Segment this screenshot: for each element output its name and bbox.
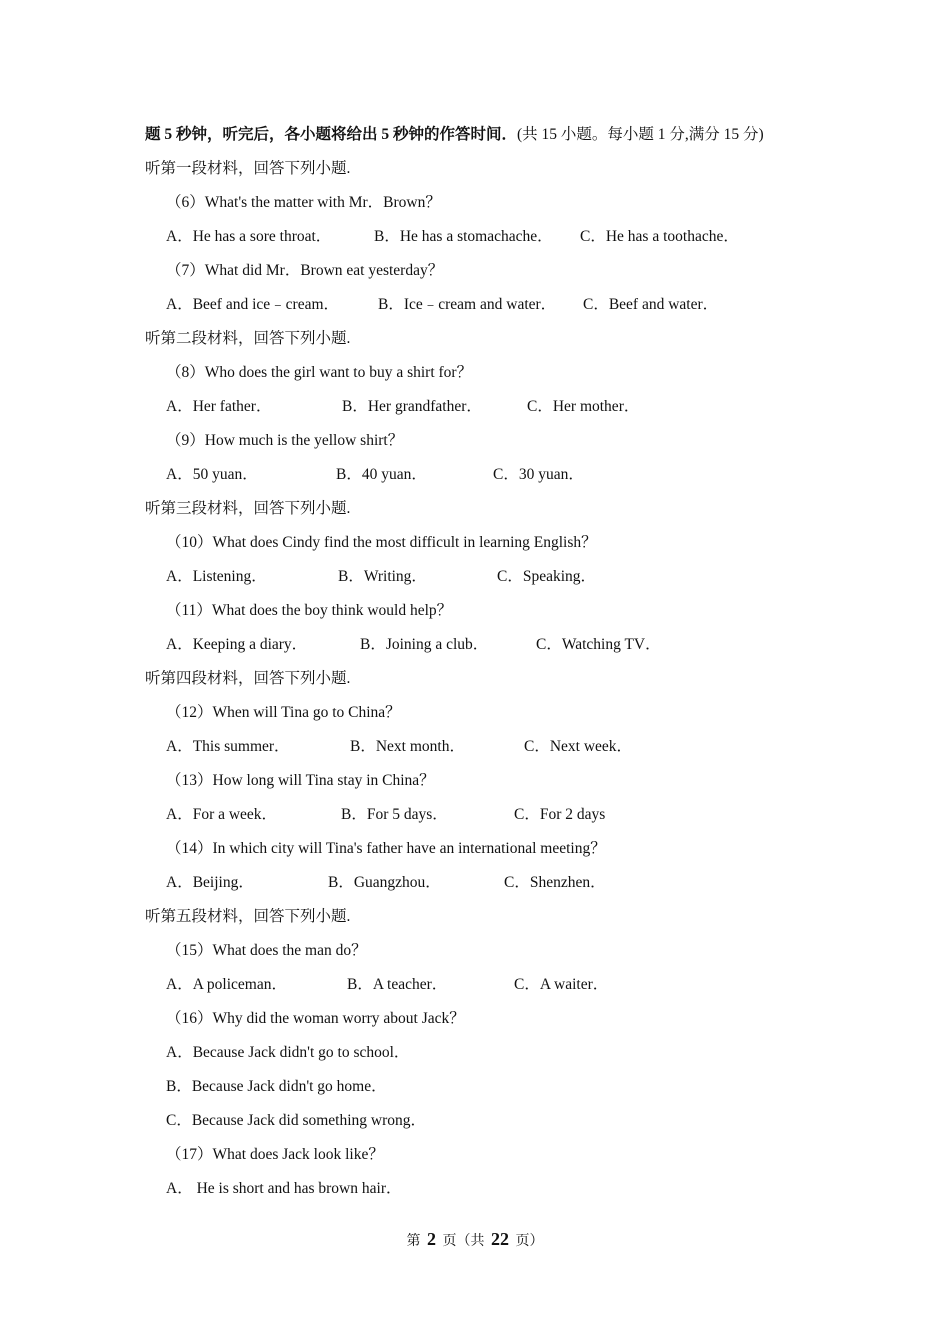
instruction-bold: 题 5 秒钟，听完后，各小题将给出 5 秒钟的作答时间． bbox=[145, 126, 518, 143]
answer-option: B．A teacher． bbox=[347, 976, 448, 993]
section-heading: 听第一段材料，回答下列小题. bbox=[145, 160, 351, 177]
page-content bbox=[145, 118, 845, 1206]
answer-options-row bbox=[145, 628, 845, 662]
answer-option: B．Guangzhou． bbox=[328, 874, 441, 891]
section-heading: 听第五段材料，回答下列小题. bbox=[145, 908, 351, 925]
footer-total-pages: 22 bbox=[491, 1229, 509, 1249]
question-text: （11）What does the boy think would help？ bbox=[166, 602, 453, 619]
question-text: （16）Why did the woman worry about Jack？ bbox=[166, 1010, 465, 1027]
answer-option: B．Her grandfather． bbox=[342, 398, 482, 415]
answer-option: B．He has a stomachache． bbox=[374, 228, 553, 245]
answer-option: C．Shenzhen． bbox=[504, 874, 606, 891]
question-text: （13）How long will Tina stay in China？ bbox=[166, 772, 435, 789]
question-text: （10）What does Cindy find the most difficult in learning English？ bbox=[166, 534, 597, 551]
answer-option: B．Joining a club． bbox=[360, 636, 489, 653]
answer-option: B．Because Jack didn't go home． bbox=[166, 1078, 387, 1095]
answer-option: A．A policeman． bbox=[166, 976, 287, 993]
question-text: （12）When will Tina go to China？ bbox=[166, 704, 401, 721]
instruction-score: (共 15 小题。每小题 1 分,满分 15 分) bbox=[517, 126, 764, 143]
footer-prefix: 第 bbox=[406, 1234, 421, 1249]
answer-option: A．Because Jack didn't go to school． bbox=[166, 1044, 410, 1061]
page-footer bbox=[0, 1225, 950, 1256]
question-text: （9）How much is the yellow shirt？ bbox=[166, 432, 404, 449]
answer-option: A．This summer． bbox=[166, 738, 290, 755]
section-heading: 听第二段材料，回答下列小题. bbox=[145, 330, 351, 347]
answer-option: B．For 5 days． bbox=[341, 806, 448, 823]
question-text: （8）Who does the girl want to buy a shirt for？ bbox=[166, 364, 473, 381]
answer-option: A．Her father． bbox=[166, 398, 272, 415]
section-heading: 听第三段材料，回答下列小题. bbox=[145, 500, 351, 517]
answer-options-row bbox=[145, 730, 845, 764]
answer-option: A．For a week． bbox=[166, 806, 278, 823]
answer-option: C．He has a toothache． bbox=[580, 228, 739, 245]
answer-option: C．Beef and water． bbox=[583, 296, 719, 313]
answer-options-row bbox=[145, 458, 845, 492]
instruction-line bbox=[145, 118, 845, 152]
question-text: （17）What does Jack look like？ bbox=[166, 1146, 384, 1163]
answer-option: A．Keeping a diary． bbox=[166, 636, 308, 653]
answer-options-row bbox=[145, 220, 845, 254]
answer-option: A．Beef and ice﹣cream． bbox=[166, 296, 340, 313]
answer-options-row bbox=[145, 560, 845, 594]
question-text: （7）What did Mr．Brown eat yesterday？ bbox=[166, 262, 444, 279]
answer-option: C．For 2 days bbox=[514, 806, 606, 823]
question-text: （14）In which city will Tina's father have an international meeting？ bbox=[166, 840, 606, 857]
answer-option: A．He has a sore throat． bbox=[166, 228, 332, 245]
section-heading: 听第四段材料，回答下列小题. bbox=[145, 670, 351, 687]
answer-option: C．Because Jack did something wrong． bbox=[166, 1112, 427, 1129]
answer-option: B．Writing． bbox=[338, 568, 427, 585]
answer-option: A．Listening． bbox=[166, 568, 267, 585]
answer-option: C．Her mother． bbox=[527, 398, 640, 415]
footer-page-number: 2 bbox=[427, 1229, 436, 1249]
answer-option: B．40 yuan． bbox=[336, 466, 427, 483]
answer-option: C．30 yuan． bbox=[493, 466, 584, 483]
answer-option: A．50 yuan． bbox=[166, 466, 258, 483]
answer-option: A．Beijing． bbox=[166, 874, 254, 891]
answer-options-row bbox=[145, 968, 845, 1002]
question-text: （6）What's the matter with Mr．Brown？ bbox=[166, 194, 441, 211]
answer-options-row bbox=[145, 866, 845, 900]
answer-option: C．Speaking． bbox=[497, 568, 597, 585]
answer-options-row bbox=[145, 798, 845, 832]
answer-option: C．Next week． bbox=[524, 738, 633, 755]
answer-options-row bbox=[145, 390, 845, 424]
question-text: （15）What does the man do？ bbox=[166, 942, 367, 959]
footer-suffix: 页） bbox=[515, 1234, 544, 1249]
answer-option: C．A waiter． bbox=[514, 976, 609, 993]
answer-options-row bbox=[145, 288, 845, 322]
footer-mid: 页（共 bbox=[442, 1234, 485, 1249]
answer-option: A． He is short and has brown hair． bbox=[166, 1180, 402, 1197]
answer-option: B．Next month． bbox=[350, 738, 465, 755]
answer-option: C．Watching TV． bbox=[536, 636, 661, 653]
question-list bbox=[145, 152, 845, 1206]
answer-option: B．Ice﹣cream and water． bbox=[378, 296, 557, 313]
